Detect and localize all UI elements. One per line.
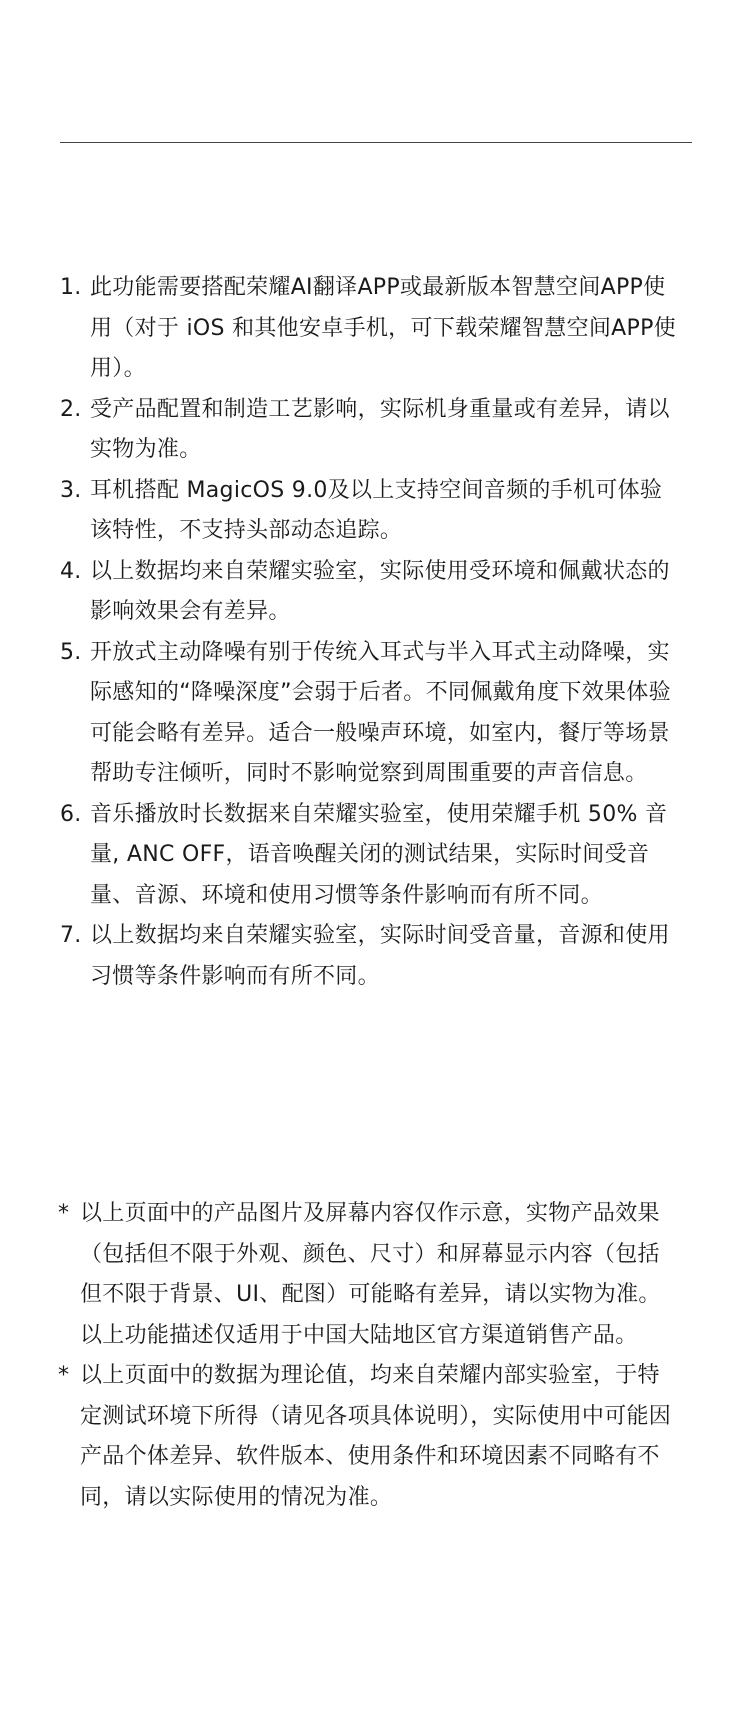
footnote-number: 6. [60,801,82,827]
top-divider [60,142,692,143]
asterisk-mark: * [58,1201,70,1226]
disclaimer-item-2 [58,1356,678,1518]
footnote-text: 音乐播放时长数据来自荣耀实验室，使用荣耀手机 50% 音量, ANC OFF，语音唤醒关闭的测试结果，实际时间受音量、音源、环境和使用习惯等条件影响而有所不同。 [90,801,668,908]
footnote-number: 5. [60,639,82,665]
disclaimer-text: 以上页面中的产品图片及屏幕内容仅作示意，实物产品效果（包括但不限于外观、颜色、尺寸）和屏幕显示内容（包括但不限于背景、UI、配图）可能略有差异，请以实物为准。以上功能描述仅适用于中国大陆地区官方渠道销售产品。 [80,1201,661,1348]
footnote-number: 4. [60,558,82,584]
footnote-item-3 [60,471,680,552]
footnote-text: 耳机搭配 MagicOS 9.0及以上支持空间音频的手机可体验该特性，不支持头部动态追踪。 [90,477,663,543]
footnote-text: 受产品配置和制造工艺影响，实际机身重量或有差异，请以实物为准。 [90,396,670,462]
footnote-item-5 [60,633,680,795]
footnote-item-1 [60,268,680,390]
footnote-number: 2. [60,396,82,422]
footnote-item-6 [60,795,680,917]
disclaimer-text: 以上页面中的数据为理论值，均来自荣耀内部实验室，于特定测试环境下所得（请见各项具体说明），实际使用中可能因产品个体差异、软件版本、使用条件和环境因素不同略有不同，请以实际使用的情况为准。 [80,1363,672,1510]
disclaimer-list [58,1194,678,1518]
footnote-text: 此功能需要搭配荣耀AI翻译APP或最新版本智慧空间APP使用（对于 iOS 和其他安卓手机，可下载荣耀智慧空间APP使用）。 [90,275,676,381]
footnote-list [60,268,680,997]
footnote-item-4 [60,552,680,633]
footnote-text: 开放式主动降噪有别于传统入耳式与半入耳式主动降噪，实际感知的“降噪深度”会弱于后者。不同佩戴角度下效果体验可能会略有差异。适合一般噪声环境，如室内，餐厅等场景帮助专注倾听，同时不影响觉察到周围重要的声音信息。 [90,639,671,786]
footnote-number: 1. [60,275,82,300]
asterisk-mark: * [58,1363,70,1388]
footnote-text: 以上数据均来自荣耀实验室，实际时间受音量，音源和使用习惯等条件影响而有所不同。 [90,923,670,989]
footnote-number: 7. [60,923,82,948]
footnote-item-2 [60,390,680,471]
footnote-number: 3. [60,477,82,503]
disclaimer-item-1 [58,1194,678,1356]
footnote-text: 以上数据均来自荣耀实验室，实际使用受环境和佩戴状态的影响效果会有差异。 [90,558,670,624]
footnote-item-7 [60,916,680,997]
